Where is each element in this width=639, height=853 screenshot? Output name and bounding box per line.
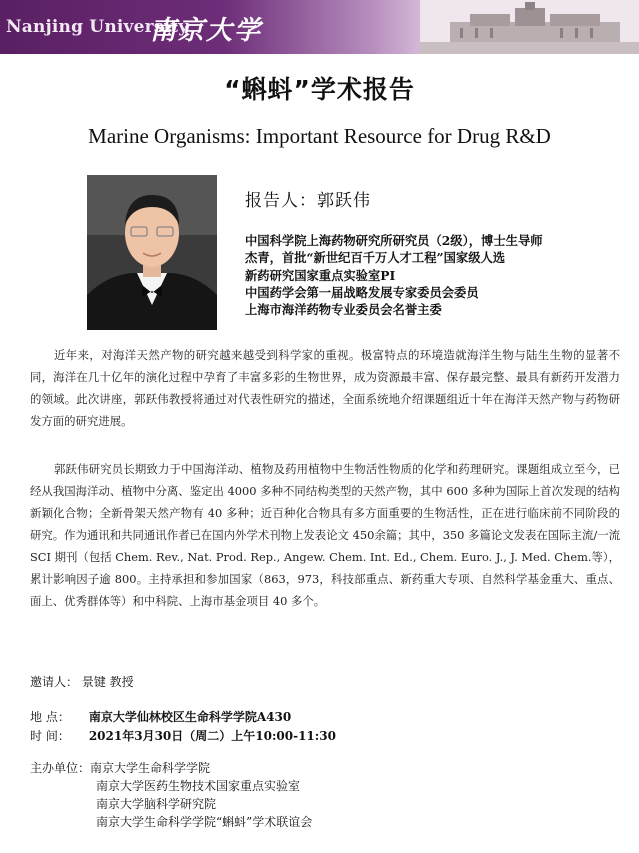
speaker-name: 报告人：郭跃伟 bbox=[245, 191, 371, 211]
speaker-photo bbox=[87, 175, 217, 330]
location-row bbox=[30, 708, 291, 727]
page-subtitle: Marine Organisms: Important Resource for Drug R&D bbox=[88, 124, 551, 148]
location-label: 地 点： bbox=[30, 710, 70, 724]
university-name-zh: 南京大学 bbox=[150, 16, 263, 46]
inviter-value: 景键 教授 bbox=[81, 675, 134, 689]
speaker-title-line: 上海市海洋药物专业委员会名誉主委 bbox=[245, 302, 442, 318]
organizer-item: 南京大学脑科学研究院 bbox=[96, 797, 217, 811]
campus-photo bbox=[420, 0, 639, 54]
header-banner bbox=[0, 0, 639, 54]
abstract-paragraph: 近年来，对海洋天然产物的研究越来越受到科学家的重视。极富特点的环境造就海洋生物与陆生生物的显著不同，海洋在几十亿年的演化过程中孕育了丰富多彩的生物世界，成为资源最丰富、保存最完整、最具有新药开发潜力的领域。此次讲座，郭跃伟教授将通过对代表性研究的描述，全面系统地介绍课题组近十年在海洋天然产物与药物研发方面的研究进展。 bbox=[30, 348, 620, 428]
page-title: “蝌蚪”学术报告 bbox=[224, 75, 415, 104]
time-label: 时 间： bbox=[30, 729, 70, 743]
inviter-label: 邀请人： bbox=[30, 675, 79, 689]
speaker-title-line: 新药研究国家重点实验室PI bbox=[245, 267, 396, 283]
bio-paragraph: 郭跃伟研究员长期致力于中国海洋动、植物及药用植物中生物活性物质的化学和药理研究。课题组成立至今，已经从我国海洋动、植物中分离、鉴定出 4000 多种不同结构类型的天然产物，其中 600 多种为国际上首次发现的结构新颖化合物；全新骨架天然产物有 40 多种；近百种化合物具有多方面重要的生物活性，正在进行临床前不同阶段的研究。作为通讯和共同通讯作者已在国内外学术刊物上发表论文 450余篇；其中，350 多篇论文发表在国际主流/一流 SCI 期刊（包括 Chem. Rev., Nat. Prod. Rep., Angew. Chem. Int. Ed., Chem. Euro. J., J. Med. Chem.等），累计影响因子逾 800。主持承担和参加国家（863，973，科技部重点、新药重大专项、自然科学基金重大、重点、面上、优秀群体等）和中科院、上海市基金项目 40 多个。 bbox=[30, 462, 620, 608]
organizer-item: 南京大学医药生物技术国家重点实验室 bbox=[96, 779, 301, 793]
time-row bbox=[30, 727, 336, 746]
organizer-item: 南京大学生命科学学院 bbox=[90, 761, 211, 775]
inviter-row bbox=[30, 673, 134, 692]
organizer-item: 南京大学生命科学学院“蝌蚪”学术联谊会 bbox=[96, 815, 313, 829]
speaker-title-line: 杰青，首批“新世纪百千万人才工程”国家级人选 bbox=[245, 250, 506, 266]
location-value: 南京大学仙林校区生命科学学院A430 bbox=[88, 710, 292, 724]
speaker-title-line: 中国科学院上海药物研究所研究员（2级），博士生导师 bbox=[245, 233, 543, 248]
time-value: 2021年3月30日（周二）上午10:00-11:30 bbox=[88, 729, 336, 743]
organizer-label: 主办单位： bbox=[30, 761, 91, 775]
speaker-title-line: 中国药学会第一届战略发展专家委员会委员 bbox=[245, 284, 479, 300]
university-name-en: Nanjing University bbox=[6, 17, 189, 37]
speaker-titles bbox=[245, 232, 625, 318]
organizers-block bbox=[30, 759, 312, 831]
